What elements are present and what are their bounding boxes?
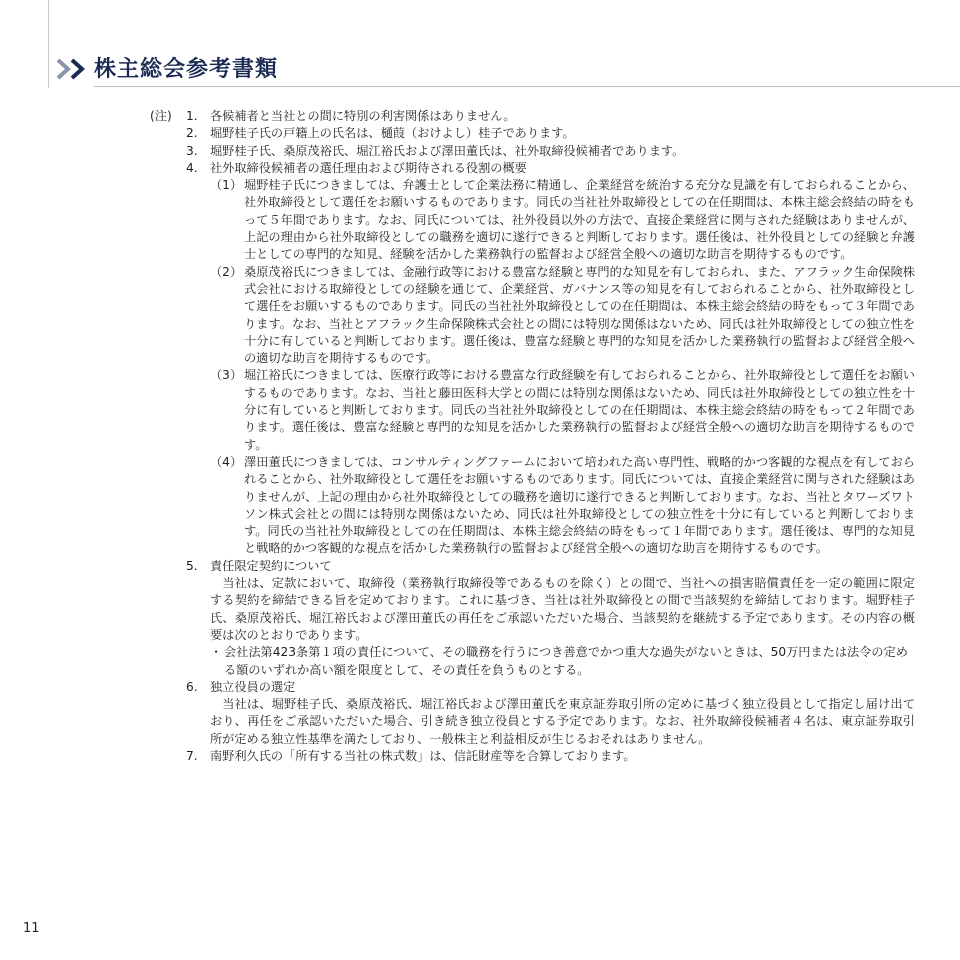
sub-number: （3） [210,368,243,383]
note-6 [150,679,915,748]
sub-text: 堀江裕氏につきましては、医療行政等における豊富な行政経験を有しておられることから、社外取締役として選任をお願いするものであります。なお、当社と藤田医科大学との間には特別な関係はないため、同氏は社外取締役としての独立性を十分に有していると判断しております。同氏の当社社外取締役としての在任期間は、本株主総会終結の時をもって２年間であります。選任後は、豊富な経験と専門的な知見を活かした業務執行の監督および経営全般への適切な助言を期待するものです。 [244,368,915,452]
note-2 [150,125,915,142]
sub-number: （1） [210,178,243,193]
page-number: 11 [23,921,40,936]
note-number: 5. [186,558,198,573]
notes-section [150,108,915,765]
note-paragraph: 当社は、堀野桂子氏、桑原茂裕氏、堀江裕氏および澤田董氏を東京証券取引所の定めに基づく独立役員として指定し届け出ており、再任をご承認いただいた場合、引き続き独立役員とする予定であります。なお、社外取締役候補者４名は、東京証券取引所が定める独立性基準を満たしており、一般株主と利益相反が生じるおそれはありません。 [210,697,915,746]
note-number: 7. [186,748,198,763]
note-1 [150,108,915,125]
sub-text: 桑原茂裕氏につきましては、金融行政等における豊富な経験と専門的な知見を有しておられ、また、アフラック生命保険株式会社における取締役としての経験を通じて、企業経営、ガバナンス等の知見を有しておられることから、社外取締役として選任をお願いするものであります。同氏の当社社外取締役としての在任期間は、本株主総会終結の時をもって３年間であります。なお、当社とアフラック生命保険株式会社との間には特別な関係はないため、同氏は社外取締役としての独立性を十分に有していると判断しております。選任後は、豊富な経験と専門的な知見を活かした業務執行の監督および経営全般への適切な助言を期待するものです。 [244,264,915,366]
note-text: 堀野桂子氏の戸籍上の氏名は、樋葭（おけよし）桂子であります。 [210,126,575,141]
sub-text: 堀野桂子氏につきましては、弁護士として企業法務に精通し、企業経営を統治する充分な見識を有しておられることから、社外取締役として選任をお願いするものであります。同氏の当社社外取締役としての在任期間は、本株主総会終結の時をもって５年間であります。なお、同氏については、社外役員以外の方法で、直接企業経営に関与された経験はありませんが、上記の理由から社外取締役としての職務を適切に遂行できると判断しております。選任後は、社外役員としての経験と弁護士としての専門的な知見、経験を活かした業務執行の監督および経営全般への適切な助言を期待するものです。 [244,178,915,262]
bullet-mark: ・ [210,645,223,660]
note-5 [150,558,915,679]
candidate-reason-3 [210,367,915,453]
note-text: 南野利久氏の「所有する当社の株式数」は、信託財産等を合算しております。 [210,748,636,763]
note-paragraph: 当社は、定款において、取締役（業務執行取締役等であるものを除く）との間で、当社への損害賠償責任を一定の範囲に限定する契約を締結できる旨を定めております。これに基づき、当社は社外取締役との間で当該契約を締結しております。堀野桂子氏、桑原茂裕氏、堀江裕氏および澤田董氏の再任をご承認いただいた場合、当該契約を継続する予定であります。その内容の概要は次のとおりであります。 [210,576,915,642]
note-number: 4. [186,160,198,175]
note-text: 堀野桂子氏、桑原茂裕氏、堀江裕氏および澤田董氏は、社外取締役候補者であります。 [210,143,685,158]
note-4 [150,160,915,558]
note-number: 1. [186,109,198,123]
double-chevron-icon [56,58,90,80]
candidate-reason-1 [210,177,915,263]
sub-number: （4） [210,454,243,469]
candidate-reason-4 [210,454,915,558]
left-margin-rule [48,0,49,88]
note-text: 各候補者と当社との間に特別の利害関係はありません。 [210,109,516,123]
page-header [56,48,960,88]
sub-number: （2） [210,264,243,279]
page-title: 株主総会参考書類 [94,57,279,82]
bullet-text: 会社法第423条第１項の責任について、その職務を行うにつき善意でかつ重大な過失がないときは、50万円または法令の定める額のいずれか高い額を限度として、その責任を負うものとする。 [224,645,908,677]
note-heading: 社外取締役候補者の選任理由および期待される役割の概要 [210,160,527,175]
note-heading: 独立役員の選定 [210,679,296,694]
sub-text: 澤田董氏につきましては、コンサルティングファームにおいて培われた高い専門性、戦略的かつ客観的な視点を有しておられることから、社外取締役として選任をお願いするものであります。同氏については、直接企業経営に関与された経験はありませんが、上記の理由から社外取締役としての職務を適切に遂行できると判断しております。なお、当社とタワーズワトソン株式会社との間には特別な関係はないため、同氏は社外取締役としての独立性を十分に有していると判断しております。同氏の当社社外取締役としての在任期間は、本株主総会終結の時をもって１年間であります。選任後は、専門的な知見と戦略的かつ客観的な視点を活かした業務執行の監督および経営全般への適切な助言を期待するものです。 [244,454,915,556]
bullet-item [210,644,915,679]
note-number: 6. [186,679,198,694]
note-number: 3. [186,143,198,158]
title-underline [94,86,960,87]
note-number: 2. [186,126,198,141]
note-3 [150,143,915,160]
note-7 [150,748,915,765]
candidate-reason-2 [210,264,915,368]
notes-prefix: (注) [150,109,172,123]
note-heading: 責任限定契約について [210,558,332,573]
